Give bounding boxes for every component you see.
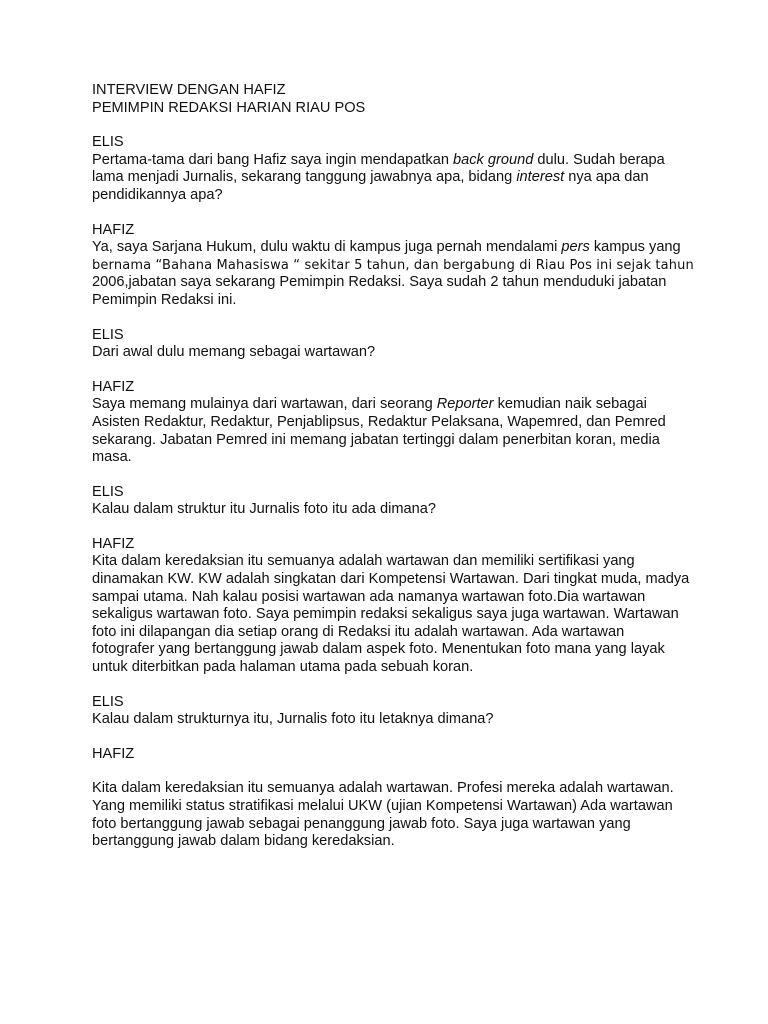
text-segment: bertanggung jawab dalam bidang keredaksian. <box>92 833 395 850</box>
text-line <box>92 571 692 589</box>
speaker-name: HAFIZ <box>92 221 135 238</box>
text-line <box>92 239 692 257</box>
text-line <box>92 816 692 834</box>
speaker-name: ELIS <box>92 693 124 710</box>
text-line <box>92 798 692 816</box>
emphasized-text: interest <box>516 169 565 186</box>
text-line <box>92 606 692 624</box>
text-segment: Dari awal dulu memang sebagai wartawan? <box>92 344 376 361</box>
title-line-2: PEMIMPIN REDAKSI HARIAN RIAU POS <box>92 99 366 116</box>
text-segment: Ya, saya Sarjana Hukum, dulu waktu di kampus juga pernah mendalami <box>92 239 562 256</box>
text-line <box>92 553 692 571</box>
emphasized-text: Reporter <box>436 396 494 413</box>
text-segment: Kita dalam keredaksian itu semuanya adalah wartawan dan memiliki sertifikasi yang <box>92 553 635 570</box>
text-line <box>92 257 692 275</box>
speaker-name: ELIS <box>92 483 124 500</box>
text-line <box>92 396 692 414</box>
answer-paragraph <box>92 396 692 466</box>
text-segment: bernama “Bahana Mahasiswa “ sekitar 5 tahun, dan bergabung di Riau Pos ini sejak tahun <box>92 257 694 273</box>
speaker-name: HAFIZ <box>92 745 135 762</box>
title-line-1: INTERVIEW DENGAN HAFIZ <box>92 82 286 98</box>
text-segment: Pertama-tama dari bang Hafiz saya ingin mendapatkan <box>92 151 453 168</box>
text-segment: Kita dalam keredaksian itu semuanya adalah wartawan. Profesi mereka adalah wartawan. <box>92 780 674 797</box>
text-line <box>92 624 692 642</box>
answer-paragraph <box>92 239 692 309</box>
text-segment: sampai utama. Nah kalau posisi wartawan ada namanya wartawan foto.Dia wartawan <box>92 588 646 605</box>
interview-block <box>92 694 692 729</box>
text-segment: kampus yang <box>589 239 681 256</box>
text-segment: sekaligus wartawan foto. Saya pemimpin redaksi sekaligus saya juga wartawan. Wartawan <box>92 606 679 623</box>
answer-paragraph <box>92 344 692 362</box>
text-segment: fotografer yang bertanggung jawab dalam aspek foto. Menentukan foto mana yang layak <box>92 641 665 658</box>
speaker-name: ELIS <box>92 134 124 151</box>
emphasized-text: back ground <box>453 151 534 168</box>
answer-paragraph <box>92 780 692 850</box>
text-segment: masa. <box>92 449 132 466</box>
text-segment: sekarang. Jabatan Pemred ini memang jabatan tertinggi dalam penerbitan koran, media <box>92 431 660 448</box>
text-line <box>92 432 692 450</box>
text-line <box>92 589 692 607</box>
text-segment: Pemimpin Redaksi ini. <box>92 291 237 308</box>
text-segment: lama menjadi Jurnalis, sekarang tanggung jawabnya apa, bidang <box>92 169 517 186</box>
document-title <box>92 82 692 117</box>
text-line <box>92 449 692 467</box>
interview-block <box>92 536 692 677</box>
text-segment: pendidikannya apa? <box>92 186 223 203</box>
text-line <box>92 780 692 798</box>
text-line <box>92 169 692 187</box>
text-line <box>92 833 692 851</box>
answer-paragraph <box>92 711 692 729</box>
answer-paragraph <box>92 152 692 205</box>
text-segment: Saya memang mulainya dari wartawan, dari seorang <box>92 396 437 413</box>
text-segment: dinamakan KW. KW adalah singkatan dari Kompetensi Wartawan. Dari tingkat muda, madya <box>92 571 690 588</box>
speaker-name: ELIS <box>92 326 124 343</box>
text-line <box>92 641 692 659</box>
text-segment: Kalau dalam struktur itu Jurnalis foto itu ada dimana? <box>92 501 436 518</box>
interview-body <box>92 134 692 851</box>
text-segment: foto ini dilapangan dia setiap orang di Redaksi itu adalah wartawan. Ada wartawan <box>92 623 625 640</box>
speaker-name: HAFIZ <box>92 535 135 552</box>
interview-block <box>92 746 692 851</box>
text-segment: Yang memiliki status stratifikasi melalui UKW (ujian Kompetensi Wartawan) Ada wartawan <box>92 798 673 814</box>
answer-paragraph <box>92 553 692 676</box>
text-segment: Asisten Redaktur, Redaktur, Penjablipsus, Redaktur Pelaksana, Wapemred, dan Pemred <box>92 413 666 430</box>
text-line <box>92 414 692 432</box>
interview-block <box>92 379 692 467</box>
text-segment: kemudian naik sebagai <box>493 396 647 413</box>
text-segment: dulu. Sudah berapa <box>533 151 665 168</box>
text-line <box>92 292 692 310</box>
text-line <box>92 344 692 362</box>
text-segment: 2006,jabatan saya sekarang Pemimpin Redaksi. Saya sudah 2 tahun menduduki jabatan <box>92 274 667 291</box>
text-segment: Kalau dalam strukturnya itu, Jurnalis foto itu letaknya dimana? <box>92 711 494 728</box>
text-line <box>92 501 692 519</box>
text-line <box>92 711 692 729</box>
interview-block <box>92 222 692 310</box>
interview-block <box>92 134 692 204</box>
text-segment: nya apa dan <box>564 169 649 186</box>
document-page <box>92 82 692 868</box>
text-line <box>92 274 692 292</box>
text-line <box>92 187 692 205</box>
emphasized-text: pers <box>561 239 590 256</box>
interview-block <box>92 484 692 519</box>
text-line <box>92 152 692 170</box>
text-segment: foto bertanggung jawab sebagai penanggung jawab foto. Saya juga wartawan yang <box>92 815 631 832</box>
text-segment: untuk diterbitkan pada halaman utama pada sebuah koran. <box>92 659 474 676</box>
answer-paragraph <box>92 501 692 519</box>
speaker-name: HAFIZ <box>92 378 135 395</box>
interview-block <box>92 327 692 362</box>
text-line <box>92 659 692 677</box>
